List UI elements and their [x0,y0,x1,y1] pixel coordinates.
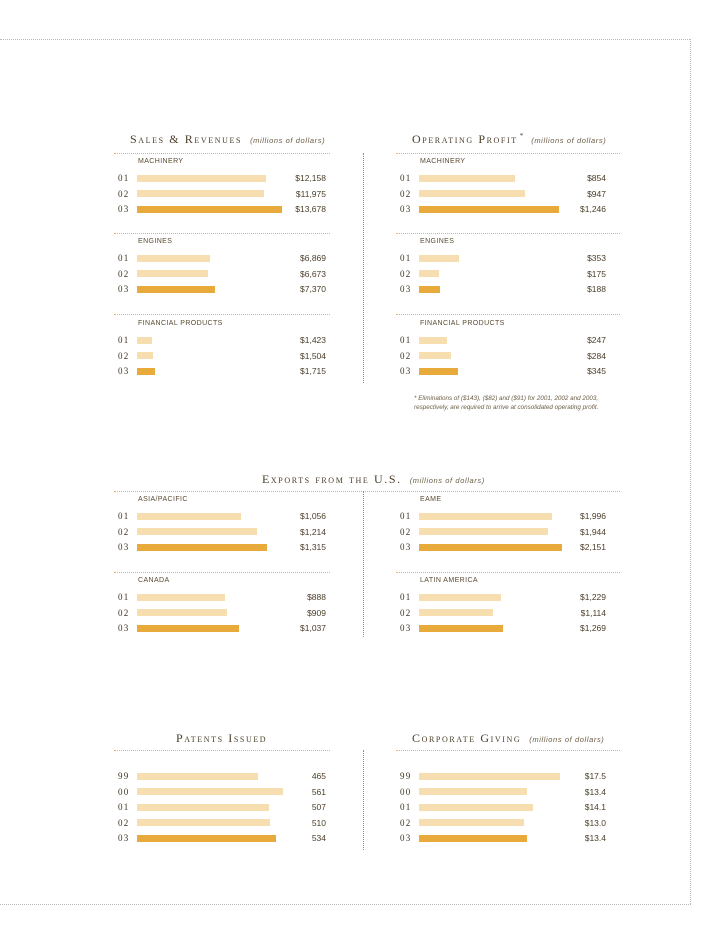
bar-exports-from-the-u-s-canada-02 [137,609,227,616]
bar-sales-revenues-financial-products-03 [137,368,155,375]
panel-subtitle: ENGINES [138,238,173,245]
bar-corporate-giving-all-02 [419,819,524,826]
exports-title-text: Exports from the U.S. [262,472,402,486]
year-label: 02 [118,526,130,537]
bar-exports-from-the-u-s-eame-01 [419,513,552,520]
bar-exports-from-the-u-s-latin-america-01 [419,594,501,601]
value-label: $14.1 [584,802,606,812]
value-label: $1,423 [300,335,326,345]
bar-operating-profit-machinery-03 [419,206,559,213]
bar-operating-profit-financial-products-02 [419,352,451,359]
panel-subtitle: FINANCIAL PRODUCTS [420,320,505,327]
panel-subtitle: EAME [420,496,442,503]
bar-exports-from-the-u-s-canada-01 [137,594,225,601]
bar-patents-issued-all-03 [137,835,276,842]
bar-operating-profit-machinery-02 [419,190,525,197]
value-label: $11,975 [295,188,326,199]
year-label: 01 [400,173,412,183]
value-label: $1,504 [300,350,326,361]
year-label: 01 [118,802,130,812]
rule [114,233,330,234]
bar-exports-from-the-u-s-asia-pacific-03 [137,544,267,551]
profit-title-text: Operating Profit [412,132,518,146]
bar-sales-revenues-engines-01 [137,255,210,262]
panel-subtitle: FINANCIAL PRODUCTS [138,320,223,327]
bar-sales-revenues-machinery-02 [137,190,264,197]
value-label: $888 [307,592,326,602]
bar-sales-revenues-machinery-01 [137,175,266,182]
year-label: 03 [118,623,130,633]
value-label: $284 [587,350,606,361]
year-label: 03 [400,833,412,843]
rule [396,572,620,573]
bar-exports-from-the-u-s-eame-03 [419,544,562,551]
year-label: 02 [118,817,130,828]
exports-unit: (millions of dollars) [409,476,485,485]
year-label: 03 [118,284,130,294]
value-label: $13.4 [584,786,606,797]
value-label: $1,246 [580,204,606,214]
value-label: $1,214 [300,526,326,537]
year-label: 03 [400,204,412,214]
year-label: 03 [118,366,130,376]
bar-sales-revenues-engines-02 [137,270,208,277]
year-label: 01 [118,173,130,183]
column-divider [363,750,364,850]
bar-exports-from-the-u-s-asia-pacific-02 [137,528,257,535]
year-label: 99 [400,771,412,781]
bar-operating-profit-engines-01 [419,255,459,262]
column-divider [363,491,364,637]
bar-exports-from-the-u-s-asia-pacific-01 [137,513,241,520]
page-frame-top [0,39,690,40]
value-label: $909 [307,607,326,618]
page-frame-right [690,39,691,904]
value-label: $17.5 [584,771,606,781]
value-label: $1,944 [580,526,606,537]
bar-patents-issued-all-99 [137,773,258,780]
value-label: $345 [587,366,606,376]
year-label: 02 [400,268,412,279]
rule [114,491,620,492]
value-label: $13.4 [584,833,606,843]
year-label: 02 [118,607,130,618]
bar-exports-from-the-u-s-latin-america-02 [419,609,493,616]
bar-operating-profit-engines-03 [419,286,440,293]
bar-exports-from-the-u-s-eame-02 [419,528,548,535]
rule [114,572,330,573]
patents-title-text: Patents Issued [176,731,268,745]
value-label: 534 [311,833,326,843]
value-label: $1,315 [300,542,326,552]
value-label: $947 [587,188,606,199]
year-label: 02 [400,526,412,537]
year-label: 02 [400,350,412,361]
year-label: 01 [400,802,412,812]
giving-unit: (millions of dollars) [529,735,605,744]
bar-corporate-giving-all-00 [419,788,527,795]
bar-corporate-giving-all-99 [419,773,560,780]
value-label: 561 [311,786,326,797]
value-label: $353 [587,253,606,263]
rule [114,750,330,751]
year-label: 99 [118,771,130,781]
bar-exports-from-the-u-s-latin-america-03 [419,625,503,632]
year-label: 03 [118,542,130,552]
year-label: 02 [118,268,130,279]
panel-subtitle: MACHINERY [420,158,466,165]
column-divider [363,153,364,383]
panel-subtitle: ENGINES [420,238,455,245]
year-label: 01 [118,335,130,345]
value-label: $7,370 [300,284,326,294]
giving-title-text: Corporate Giving [412,731,522,745]
value-label: $13.0 [584,817,606,828]
corporate-giving-title [412,731,604,746]
bar-operating-profit-engines-02 [419,270,439,277]
rule [396,233,620,234]
value-label: $1,037 [300,623,326,633]
value-label: $2,151 [580,542,606,552]
panel-subtitle: MACHINERY [138,158,184,165]
value-label: $1,269 [580,623,606,633]
bar-operating-profit-financial-products-03 [419,368,458,375]
footnote: * Eliminations of ($143), ($82) and ($91) for 2001, 2002 and 2003, respectively, are required to arrive at consolidated operating profit. [414,395,599,411]
year-label: 00 [400,786,412,797]
sales-title-text: Sales & Revenues [130,132,243,146]
value-label: $1,229 [580,592,606,602]
bar-patents-issued-all-02 [137,819,270,826]
rule [396,750,620,751]
value-label: 507 [311,802,326,812]
rule [396,153,620,154]
value-label: $12,158 [295,173,326,183]
value-label: $1,715 [300,366,326,376]
value-label: $6,673 [300,268,326,279]
bar-sales-revenues-financial-products-01 [137,337,152,344]
bar-operating-profit-financial-products-01 [419,337,447,344]
sales-unit: (millions of dollars) [250,136,326,145]
year-label: 02 [118,188,130,199]
rule [114,314,330,315]
year-label: 01 [118,592,130,602]
year-label: 03 [400,366,412,376]
year-label: 02 [400,188,412,199]
bar-sales-revenues-machinery-03 [137,206,282,213]
bar-patents-issued-all-00 [137,788,283,795]
value-label: $188 [587,284,606,294]
bar-operating-profit-machinery-01 [419,175,515,182]
rule [396,314,620,315]
bar-sales-revenues-engines-03 [137,286,215,293]
year-label: 02 [400,817,412,828]
year-label: 01 [118,253,130,263]
bar-sales-revenues-financial-products-02 [137,352,153,359]
year-label: 01 [118,511,130,521]
rule [114,153,330,154]
value-label: 510 [311,817,326,828]
value-label: $1,056 [300,511,326,521]
year-label: 01 [400,592,412,602]
year-label: 03 [400,284,412,294]
page-frame-bottom [0,904,691,905]
year-label: 03 [118,204,130,214]
value-label: $175 [587,268,606,279]
panel-subtitle: CANADA [138,577,170,584]
patents-title [176,731,267,746]
panel-subtitle: ASIA/PACIFIC [138,496,188,503]
year-label: 01 [400,511,412,521]
operating-profit-title [412,132,606,147]
year-label: 01 [400,335,412,345]
value-label: $1,114 [580,607,606,618]
sales-revenues-title [130,132,325,147]
value-label: $13,678 [295,204,326,214]
year-label: 02 [118,350,130,361]
year-label: 03 [118,833,130,843]
year-label: 01 [400,253,412,263]
bar-corporate-giving-all-03 [419,835,527,842]
year-label: 03 [400,623,412,633]
panel-subtitle: LATIN AMERICA [420,577,478,584]
value-label: 465 [311,771,326,781]
bar-corporate-giving-all-01 [419,804,533,811]
year-label: 02 [400,607,412,618]
exports-title [262,472,485,487]
year-label: 03 [400,542,412,552]
value-label: $6,869 [300,253,326,263]
bar-patents-issued-all-01 [137,804,269,811]
value-label: $247 [587,335,606,345]
value-label: $854 [587,173,606,183]
bar-exports-from-the-u-s-canada-03 [137,625,239,632]
profit-footnote-mark: * [519,132,524,140]
profit-unit: (millions of dollars) [531,136,607,145]
value-label: $1,996 [580,511,606,521]
year-label: 00 [118,786,130,797]
